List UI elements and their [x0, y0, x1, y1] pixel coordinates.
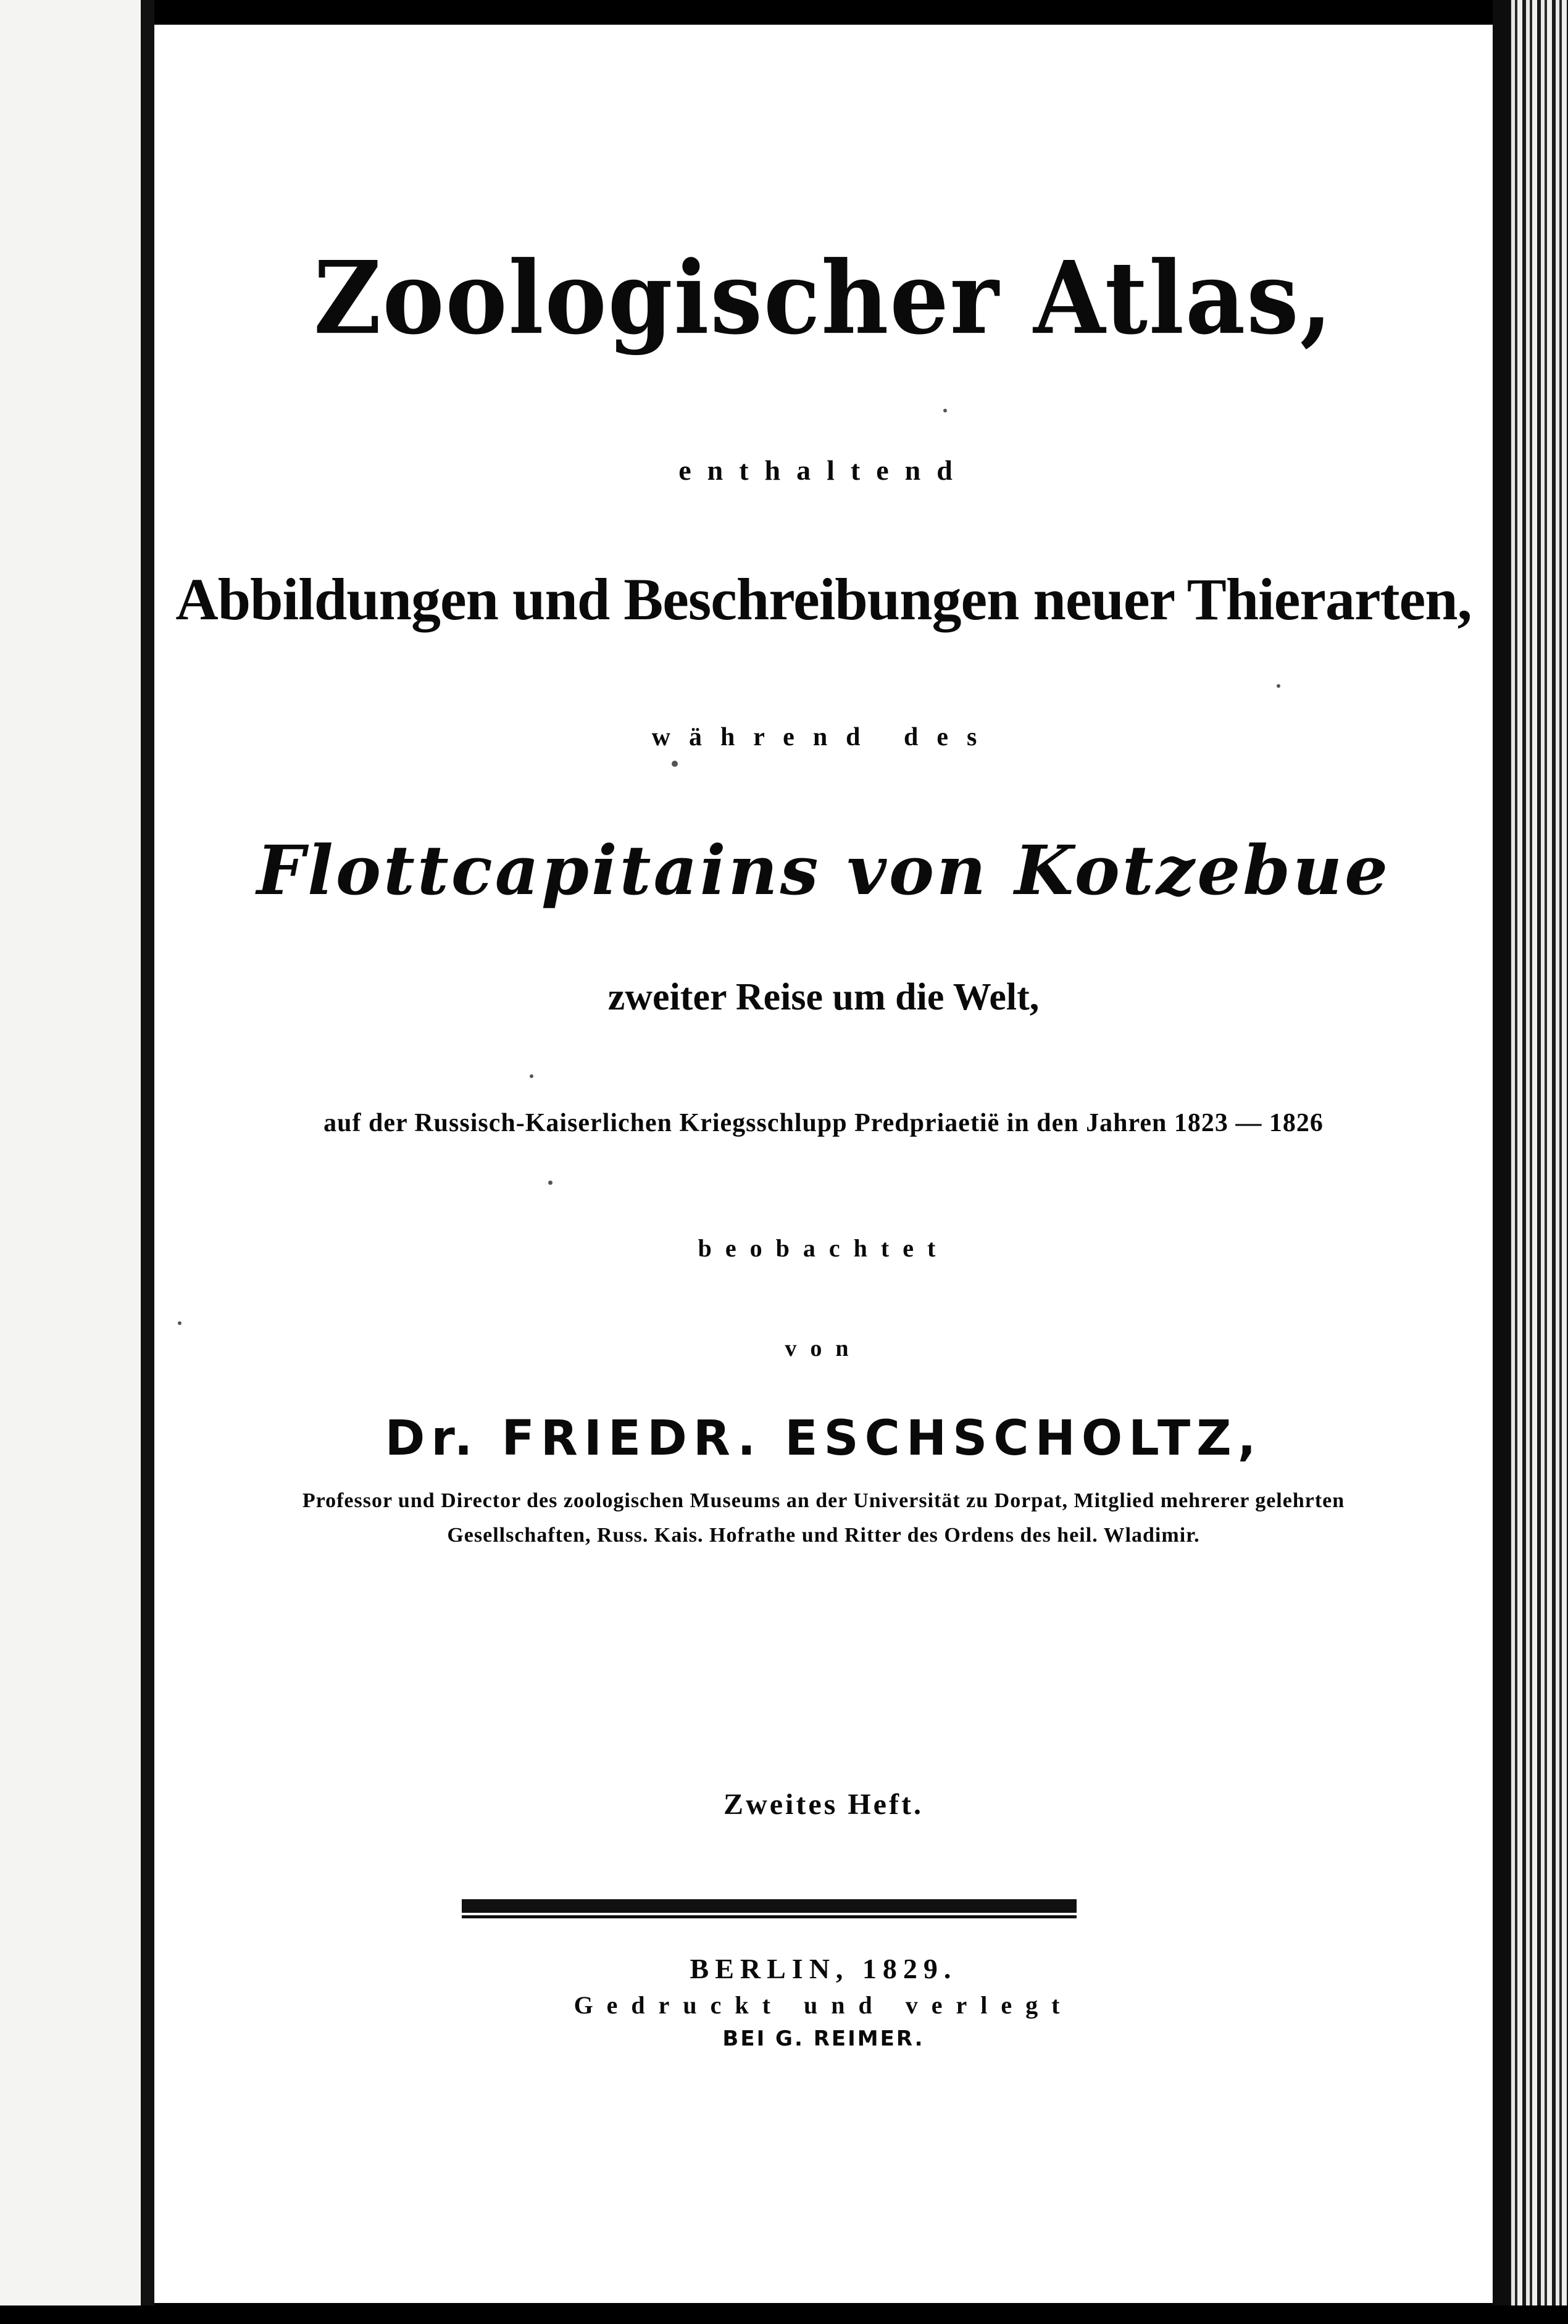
imprint-rule: [462, 1899, 1077, 1913]
connector-von: von: [785, 1335, 862, 1361]
connector-beobachtet: beobachtet: [698, 1234, 949, 1262]
ink-speck: [1277, 684, 1280, 688]
part-label: Zweites Heft.: [724, 1788, 924, 1821]
imprint-city-year: BERLIN, 1829.: [690, 1953, 957, 1984]
connector-waehrend: während des: [651, 723, 996, 751]
ship-line: auf der Russisch-Kaiserlichen Kriegsschlupp Predpriaetië in den Jahren 1823 — 1826: [323, 1109, 1324, 1137]
scan-border-bottom: [0, 2305, 1568, 2324]
ink-speck: [530, 1074, 533, 1078]
scan-border-top: [0, 0, 1568, 25]
journey-line: zweiter Reise um die Welt,: [607, 976, 1040, 1018]
book-subtitle: Abbildungen und Beschreibungen neuer Thierarten,: [175, 566, 1472, 632]
author-affiliation-line-2: Gesellschaften, Russ. Kais. Hofrathe und Ritter des Ordens des heil. Wladimir.: [447, 1524, 1200, 1547]
captain-line: Flottcapitains von Kotzebue: [256, 830, 1391, 910]
author-affiliation-line-1: Professor und Director des zoologischen Museums an der Universität zu Dorpat, Mitglied mehrerer gelehrten: [302, 1489, 1345, 1512]
book-gutter: [141, 0, 154, 2324]
facing-page-margin: [0, 0, 148, 2324]
ink-speck: [178, 1321, 181, 1325]
connector-enthaltend: enthaltend: [678, 454, 969, 486]
ink-speck: [548, 1181, 553, 1185]
imprint-printer: BEI G. REIMER.: [722, 2026, 925, 2051]
ink-speck: [943, 409, 947, 412]
imprint-rule-thin: [462, 1915, 1077, 1918]
imprint-printed: Gedruckt und verlegt: [573, 1991, 1074, 2019]
ink-speck: [672, 761, 678, 767]
page-edge-shadow: [1493, 0, 1510, 2324]
book-title: Zoologischer Atlas,: [314, 239, 1333, 357]
author-name: Dr. FRIEDR. ESCHSCHOLTZ,: [385, 1411, 1262, 1466]
